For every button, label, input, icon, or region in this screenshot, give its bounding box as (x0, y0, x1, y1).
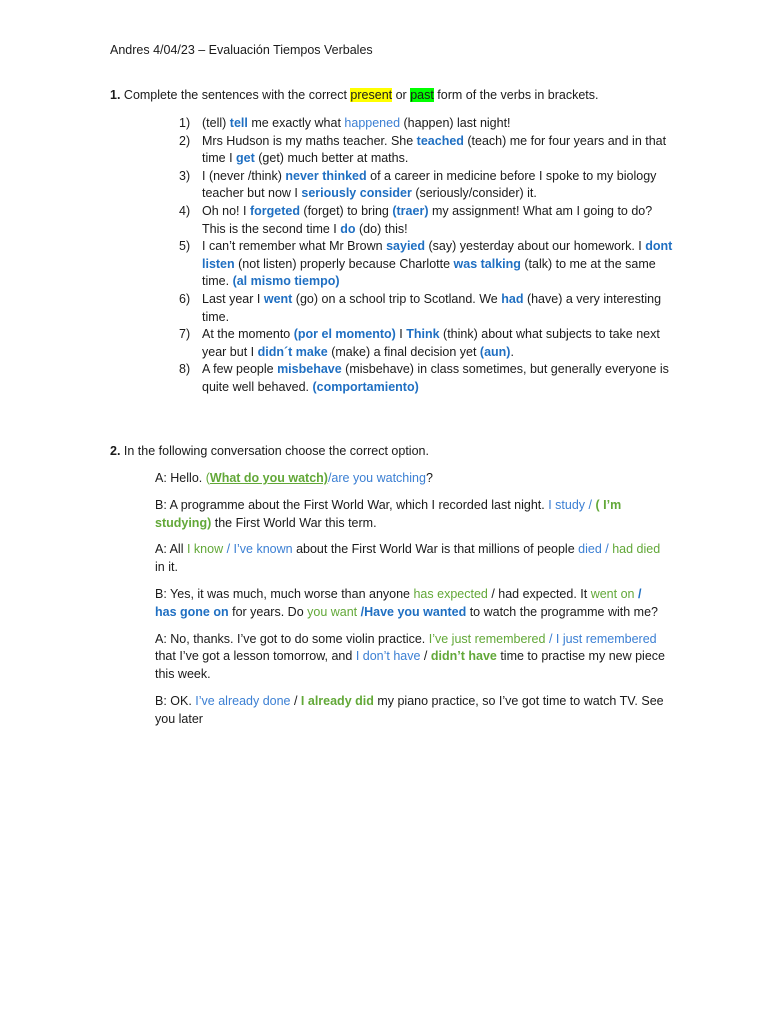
sentence-text: (not listen) properly because Charlotte (234, 256, 454, 271)
answer-text: went on (590, 586, 635, 601)
q2-text: In the following conversation choose the correct option. (120, 444, 429, 458)
item-sentence (202, 133, 679, 168)
sentence-text: my piano practice, so I’ve got time to watch TV. See you later (155, 693, 664, 726)
conversation-line (155, 631, 665, 684)
sentence-text: B: A programme about the First World War, which I recorded last night. (155, 497, 549, 512)
answer-text: died / (578, 542, 613, 557)
sentence-text: (forget) to bring (299, 203, 393, 218)
item-sentence (202, 168, 679, 203)
answer-text: didn’t have (430, 649, 497, 664)
question-2-conversation (155, 470, 665, 738)
q1-text-b: or (392, 88, 411, 102)
answer-text: tell (229, 116, 248, 130)
item-number: 6) (179, 291, 191, 306)
answer-text: went (263, 291, 293, 306)
present-highlight: present (350, 88, 393, 102)
list-item (179, 326, 679, 361)
answer-text: didn´t make (257, 344, 328, 359)
list-item (179, 133, 679, 168)
q1-text-c: form of the verbs in brackets. (433, 88, 599, 102)
question-1-prompt (110, 88, 598, 102)
answer-text: (por el momento) (293, 327, 396, 342)
conversation-line (155, 541, 665, 577)
answer-text: happened (344, 116, 401, 130)
sentence-text: (teach) me for four years and in that time I (202, 133, 667, 166)
list-item (179, 115, 679, 133)
answer-text: forgeted (249, 203, 300, 218)
conversation-line (155, 470, 665, 488)
sentence-text: time to practise my new piece this week. (155, 649, 665, 682)
sentence-text: At the momento (202, 327, 294, 342)
sentence-text: . (510, 344, 514, 359)
item-number: 8) (179, 362, 191, 377)
answer-text: /Have you wanted (357, 604, 467, 619)
item-number: 1) (179, 116, 191, 130)
sentence-text: B: Yes, it was much, much worse than anyone (155, 586, 414, 601)
question-2-number: 2. (110, 444, 121, 458)
item-sentence (202, 115, 679, 133)
q1-text-a: Complete the sentences with the correct (120, 88, 351, 102)
sentence-text: A few people (202, 362, 278, 377)
answer-text: (al mismo tiempo) (232, 274, 340, 289)
answer-text: has expected (413, 586, 488, 601)
past-highlight: past (410, 88, 434, 102)
sentence-text: (do) this! (355, 221, 408, 236)
sentence-text: / (290, 693, 301, 708)
answer-text: I already did (300, 693, 374, 708)
answer-text: (traer) (392, 203, 429, 218)
answer-text: teached (416, 133, 464, 148)
item-sentence (202, 326, 679, 361)
sentence-text: (get) much better at maths. (254, 151, 409, 166)
question-1-list (179, 115, 679, 397)
answer-text: I’ve already done (195, 693, 291, 708)
answer-text: What do you watch) (209, 471, 328, 485)
sentence-text: my assignment! What am I going to do? This is the second time I (202, 203, 653, 236)
sentence-text: B: OK. (155, 693, 196, 708)
list-item (179, 168, 679, 203)
answer-text: I know (186, 542, 224, 557)
item-number: 4) (179, 203, 191, 218)
answer-text: I study / (548, 497, 596, 512)
sentence-text: to watch the programme with me? (466, 604, 658, 619)
sentence-text: (have) a very interesting time. (202, 291, 662, 324)
answer-text: had (501, 291, 524, 306)
sentence-text: I (395, 327, 407, 342)
sentence-text: about the First World War is that millions of people (292, 542, 579, 557)
conversation-line (155, 586, 665, 622)
answer-text: / has gone on (155, 586, 642, 619)
sentence-text: Mrs Hudson is my maths teacher. She (202, 133, 417, 148)
answer-text: ( (205, 471, 210, 485)
answer-text: ( I’m studying) (155, 497, 622, 530)
sentence-text: I can’t remember what Mr Brown (202, 239, 387, 254)
item-sentence (202, 291, 679, 326)
sentence-text: / (420, 649, 431, 664)
answer-text: /are you watching (327, 471, 426, 485)
answer-text: seriously consider (301, 186, 412, 201)
answer-text: dont listen (202, 239, 673, 271)
sentence-text: (say) yesterday about our homework. I (425, 239, 646, 254)
item-number: 3) (179, 168, 191, 183)
answer-text: / I just remembered (545, 631, 657, 646)
answer-text: had died (612, 542, 661, 557)
list-item (179, 238, 679, 291)
answer-text: I don’t have (355, 649, 421, 664)
sentence-text: (think) about what subjects to take next year but I (202, 327, 660, 359)
sentence-text: me exactly what (247, 116, 345, 130)
sentence-text: (make) a final decision yet (327, 344, 480, 359)
sentence-text: in it. (155, 560, 178, 575)
conversation-line (155, 693, 665, 729)
sentence-text: (misbehave) in class sometimes, but generally everyone is quite well behaved. (202, 362, 669, 394)
sentence-text: A: No, thanks. I’ve got to do some violin practice. (155, 631, 429, 646)
answer-text: get (236, 151, 255, 166)
sentence-text: Last year I (202, 291, 264, 306)
answer-text: (comportamiento) (312, 379, 419, 394)
sentence-text: for years. Do (228, 604, 308, 619)
item-sentence (202, 203, 679, 238)
item-number: 2) (179, 133, 191, 148)
sentence-text: Oh no! I (202, 203, 250, 218)
conversation-line (155, 497, 665, 533)
answer-text: was talking (453, 256, 521, 271)
answer-text: never thinked (285, 168, 367, 183)
document-header: Andres 4/04/23 – Evaluación Tiempos Verbales (110, 43, 373, 57)
sentence-text: ? (425, 471, 433, 485)
answer-text: misbehave (277, 362, 342, 377)
answer-text: sayied (386, 239, 426, 254)
sentence-text: I (never /think) (202, 168, 286, 183)
sentence-text: the First World War this term. (211, 515, 377, 530)
list-item (179, 203, 679, 238)
sentence-text: A: All (155, 542, 187, 557)
sentence-text: that I’ve got a lesson tomorrow, and (155, 649, 356, 664)
list-item (179, 291, 679, 326)
item-sentence (202, 238, 679, 291)
answer-text: you want (307, 604, 358, 619)
item-sentence (202, 361, 679, 396)
item-number: 7) (179, 327, 191, 342)
list-item (179, 361, 679, 396)
sentence-text: A: Hello. (155, 471, 206, 485)
sentence-text: (tell) (202, 116, 230, 130)
sentence-text: of a career in medicine before I spoke to my biology teacher but now I (202, 168, 657, 201)
sentence-text: (happen) last night! (400, 116, 511, 130)
answer-text: (aun) (479, 344, 511, 359)
answer-text: I’ve just remembered (428, 631, 546, 646)
sentence-text: / had expected. It (487, 586, 591, 601)
sentence-text: (go) on a school trip to Scotland. We (292, 291, 502, 306)
item-number: 5) (179, 239, 191, 254)
answer-text: Think (406, 327, 440, 342)
answer-text: / I’ve known (223, 542, 293, 557)
answer-text: do (340, 221, 356, 236)
sentence-text: (talk) to me at the same time. (202, 256, 656, 289)
question-2-prompt (110, 444, 429, 458)
sentence-text: (seriously/consider) it. (411, 186, 537, 201)
question-1-number: 1. (110, 88, 121, 102)
